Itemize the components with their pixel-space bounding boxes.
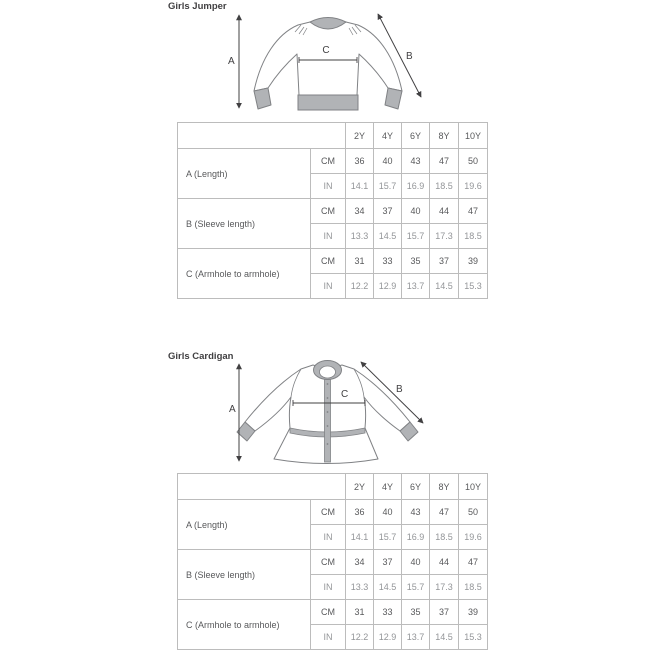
jumper-waistband — [298, 95, 358, 110]
value-cell: 37 — [374, 199, 402, 224]
value-cell: 40 — [374, 500, 402, 525]
value-cell: 37 — [374, 550, 402, 575]
size-header-row — [178, 474, 488, 500]
unit-cell: IN — [311, 525, 346, 550]
jumper-label-b: B — [406, 51, 413, 62]
value-cell: 50 — [459, 149, 488, 174]
value-cell: 36 — [346, 500, 374, 525]
value-cell: 15.7 — [374, 525, 402, 550]
unit-cell: IN — [311, 174, 346, 199]
jumper-cuff-right — [385, 88, 402, 109]
value-cell: 18.5 — [430, 525, 459, 550]
unit-cell: IN — [311, 224, 346, 249]
value-cell: 31 — [346, 600, 374, 625]
blank-header-cell — [178, 474, 346, 500]
value-cell: 40 — [374, 149, 402, 174]
unit-cell: CM — [311, 249, 346, 274]
value-cell: 14.1 — [346, 174, 374, 199]
measurement-row — [178, 600, 488, 625]
size-column-header: 10Y — [459, 474, 488, 500]
value-cell: 50 — [459, 500, 488, 525]
value-cell: 39 — [459, 249, 488, 274]
value-cell: 43 — [402, 149, 430, 174]
measurement-label: C (Armhole to armhole) — [178, 249, 311, 299]
cardigan-drawing — [237, 361, 418, 464]
value-cell: 37 — [430, 249, 459, 274]
value-cell: 44 — [430, 199, 459, 224]
measurement-row — [178, 249, 488, 274]
cardigan-label-c: C — [341, 389, 349, 400]
value-cell: 15.7 — [402, 224, 430, 249]
value-cell: 33 — [374, 600, 402, 625]
value-cell: 13.7 — [402, 274, 430, 299]
value-cell: 15.3 — [459, 625, 488, 650]
size-column-header: 2Y — [346, 474, 374, 500]
value-cell: 12.2 — [346, 625, 374, 650]
value-cell: 15.7 — [402, 575, 430, 600]
value-cell: 47 — [459, 550, 488, 575]
jumper-label-c: C — [322, 45, 330, 56]
value-cell: 14.5 — [374, 224, 402, 249]
jumper-section-title: Girls Jumper — [168, 1, 227, 12]
blank-header-cell — [178, 123, 346, 149]
unit-cell: CM — [311, 550, 346, 575]
measurement-label: B (Sleeve length) — [178, 550, 311, 600]
unit-cell: CM — [311, 600, 346, 625]
value-cell: 14.1 — [346, 525, 374, 550]
value-cell: 47 — [430, 149, 459, 174]
value-cell: 47 — [430, 500, 459, 525]
value-cell: 12.9 — [374, 625, 402, 650]
size-column-header: 6Y — [402, 123, 430, 149]
value-cell: 40 — [402, 199, 430, 224]
value-cell: 16.9 — [402, 174, 430, 199]
value-cell: 43 — [402, 500, 430, 525]
size-column-header: 8Y — [430, 474, 459, 500]
value-cell: 39 — [459, 600, 488, 625]
measurement-row — [178, 149, 488, 174]
unit-cell: IN — [311, 274, 346, 299]
value-cell: 19.6 — [459, 525, 488, 550]
measurement-row — [178, 199, 488, 224]
value-cell: 36 — [346, 149, 374, 174]
measurement-label: A (Length) — [178, 500, 311, 550]
cardigan-neckband-inner — [320, 366, 336, 378]
value-cell: 15.7 — [374, 174, 402, 199]
value-cell: 18.5 — [430, 174, 459, 199]
jumper-size-table — [177, 122, 488, 299]
jumper-label-a: A — [228, 56, 235, 67]
cardigan-section-title: Girls Cardigan — [168, 351, 234, 362]
value-cell: 35 — [402, 249, 430, 274]
size-column-header: 4Y — [374, 474, 402, 500]
value-cell: 18.5 — [459, 224, 488, 249]
size-column-header: 10Y — [459, 123, 488, 149]
size-column-header: 8Y — [430, 123, 459, 149]
value-cell: 40 — [402, 550, 430, 575]
size-column-header: 6Y — [402, 474, 430, 500]
value-cell: 14.5 — [430, 625, 459, 650]
value-cell: 37 — [430, 600, 459, 625]
value-cell: 47 — [459, 199, 488, 224]
unit-cell: IN — [311, 625, 346, 650]
cardigan-label-a: A — [229, 404, 236, 415]
value-cell: 34 — [346, 199, 374, 224]
measurement-label: A (Length) — [178, 149, 311, 199]
value-cell: 17.3 — [430, 224, 459, 249]
value-cell: 35 — [402, 600, 430, 625]
measurement-label: C (Armhole to armhole) — [178, 600, 311, 650]
size-header-row — [178, 123, 488, 149]
cardigan-button-placket — [325, 372, 331, 462]
cardigan-diagram — [225, 356, 435, 468]
value-cell: 13.3 — [346, 575, 374, 600]
value-cell: 16.9 — [402, 525, 430, 550]
value-cell: 17.3 — [430, 575, 459, 600]
value-cell: 33 — [374, 249, 402, 274]
value-cell: 31 — [346, 249, 374, 274]
value-cell: 13.7 — [402, 625, 430, 650]
size-column-header: 4Y — [374, 123, 402, 149]
jumper-cuff-left — [254, 88, 271, 109]
size-column-header: 2Y — [346, 123, 374, 149]
value-cell: 44 — [430, 550, 459, 575]
value-cell: 12.2 — [346, 274, 374, 299]
unit-cell: CM — [311, 199, 346, 224]
unit-cell: CM — [311, 500, 346, 525]
value-cell: 19.6 — [459, 174, 488, 199]
value-cell: 13.3 — [346, 224, 374, 249]
value-cell: 14.5 — [430, 274, 459, 299]
value-cell: 34 — [346, 550, 374, 575]
unit-cell: CM — [311, 149, 346, 174]
measurement-row — [178, 550, 488, 575]
value-cell: 15.3 — [459, 274, 488, 299]
value-cell: 18.5 — [459, 575, 488, 600]
cardigan-size-table — [177, 473, 488, 650]
measurement-label: B (Sleeve length) — [178, 199, 311, 249]
cardigan-label-b: B — [396, 384, 403, 395]
jumper-diagram — [225, 8, 435, 114]
value-cell: 14.5 — [374, 575, 402, 600]
measurement-row — [178, 500, 488, 525]
unit-cell: IN — [311, 575, 346, 600]
value-cell: 12.9 — [374, 274, 402, 299]
jumper-drawing — [254, 18, 402, 111]
jumper-body — [254, 22, 402, 95]
